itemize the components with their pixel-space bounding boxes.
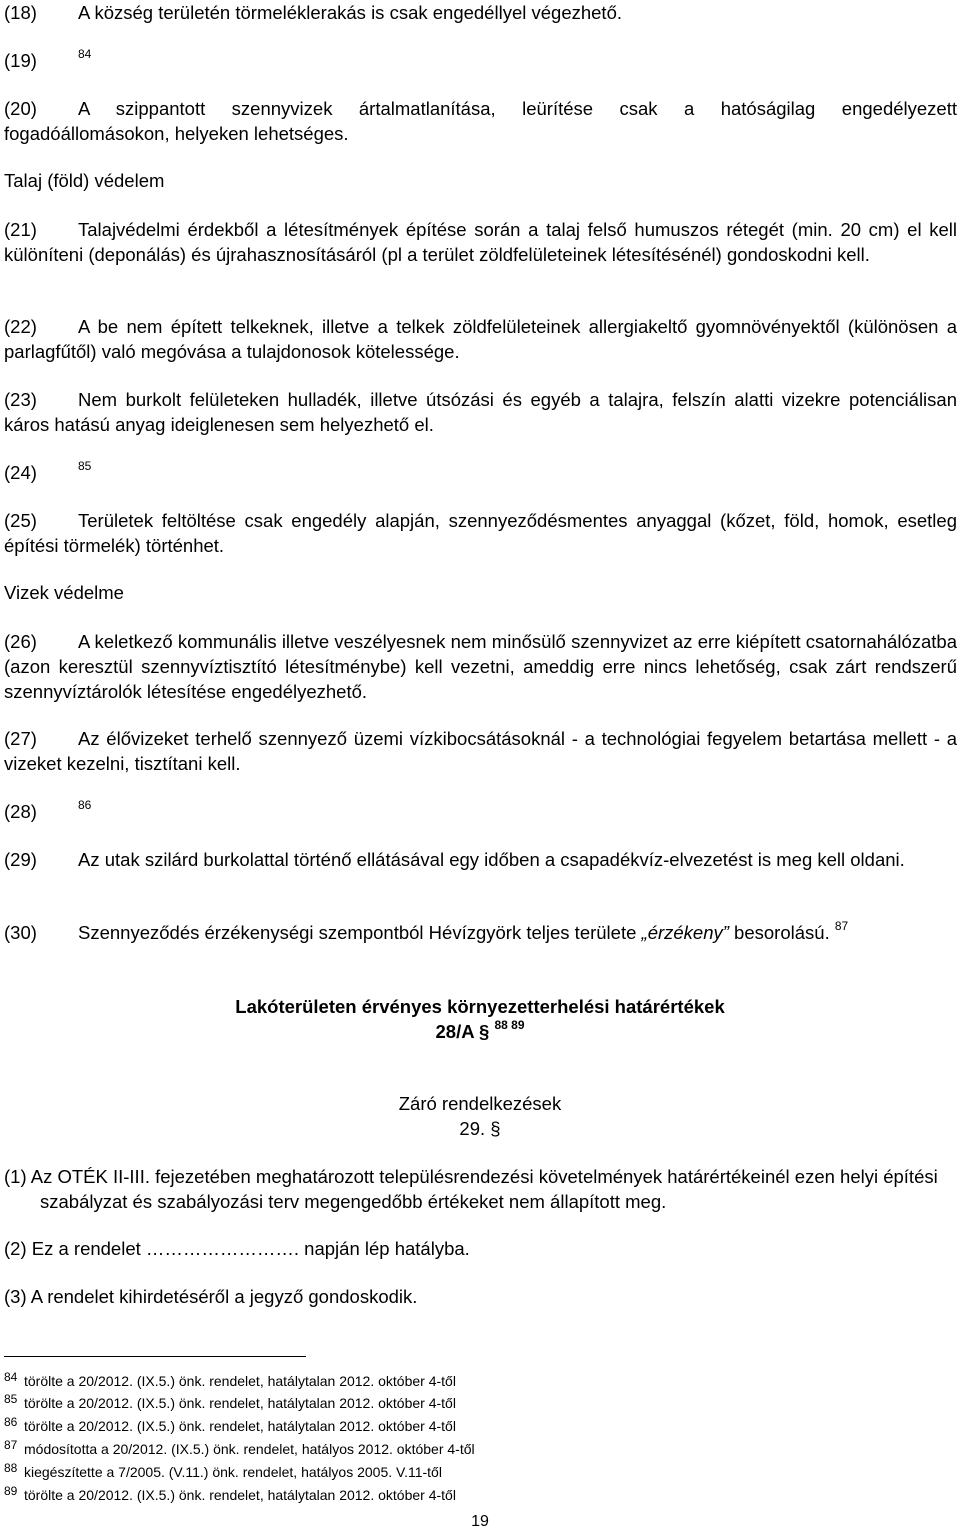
paragraph-number: (20) bbox=[4, 98, 37, 119]
paragraph-number: (19) bbox=[4, 50, 37, 71]
footnote-85 bbox=[4, 1394, 456, 1412]
paragraph-30 bbox=[4, 920, 957, 945]
paragraph-number: (21) bbox=[4, 219, 37, 240]
footnote-divider bbox=[4, 1356, 306, 1357]
paragraph-28 bbox=[4, 799, 957, 824]
footnote-text: törölte a 20/2012. (IX.5.) önk. rendelet, hatálytalan 2012. október 4-től bbox=[24, 1418, 456, 1434]
paragraph-text: Talajvédelmi érdekből a létesítmények építése során a talaj felső humuszos rétegét (min. 20 cm) el kell különíteni (deponálás) és újrahasznosításáról (pl a terület zöldfelületeinek létesítésénél) gondoskodni kell. bbox=[4, 219, 957, 265]
footnote-89 bbox=[4, 1486, 456, 1504]
paragraph-text: A be nem épített telkeknek, illetve a telkek zöldfelületeinek allergiakeltő gyomnövényektől (különösen a parlagfűtől) való megóvása a tulajdonosok kötelessége. bbox=[4, 316, 957, 362]
footnote-text: kiegészítette a 7/2005. (V.11.) önk. rendelet, hatályos 2005. V.11-től bbox=[24, 1464, 442, 1480]
paragraph-text-end: besorolású. bbox=[728, 922, 830, 943]
section-number-28a bbox=[0, 1019, 960, 1044]
footnote-ref: 88 89 bbox=[494, 1018, 525, 1032]
paragraph-23 bbox=[4, 387, 957, 437]
paragraph-text: A község területén törmeléklerakás is csak engedéllyel végezhető. bbox=[78, 2, 622, 23]
section-heading-soil: Talaj (föld) védelem bbox=[4, 170, 165, 191]
provision-1: (1) Az OTÉK II-III. fejezetében meghatározott településrendezési követelmények határértékeinél ezen helyi építési szabályzat és szabályozási terv megengedőbb értékeket nem állapított meg. bbox=[4, 1166, 938, 1212]
paragraph-text: Az élővizeket terhelő szennyező üzemi vízkibocsátásoknál - a technológiai fegyelem betartása mellett - a vizeket kezelni, tisztítani kell. bbox=[4, 728, 957, 774]
paragraph-text: Nem burkolt felületeken hulladék, illetve útsózási és egyéb a talajra, felszín alatti vizekre potenciálisan káros hatású anyag ideiglenesen sem helyezhető el. bbox=[4, 389, 957, 435]
page-number: 19 bbox=[471, 1513, 489, 1530]
footnote-ref: 87 bbox=[834, 919, 849, 933]
footnote-88 bbox=[4, 1463, 442, 1481]
paragraph-number: (18) bbox=[4, 2, 37, 23]
footnote-number: 88 bbox=[4, 1461, 18, 1475]
paragraph-19 bbox=[4, 48, 957, 73]
section-title-29: Záró rendelkezések bbox=[398, 1093, 562, 1114]
footnote-number: 87 bbox=[4, 1438, 18, 1452]
footnote-text: törölte a 20/2012. (IX.5.) önk. rendelet, hatálytalan 2012. október 4-től bbox=[24, 1373, 456, 1389]
footnote-number: 86 bbox=[4, 1415, 18, 1429]
paragraph-number: (24) bbox=[4, 462, 37, 483]
footnote-text: módosította a 20/2012. (IX.5.) önk. rendelet, hatályos 2012. október 4-től bbox=[24, 1441, 475, 1457]
paragraph-25 bbox=[4, 508, 957, 558]
footnote-text: törölte a 20/2012. (IX.5.) önk. rendelet, hatálytalan 2012. október 4-től bbox=[24, 1487, 456, 1503]
paragraph-number: (26) bbox=[4, 631, 37, 652]
footnote-ref: 85 bbox=[78, 459, 92, 473]
paragraph-number: (25) bbox=[4, 510, 37, 531]
paragraph-text: Területek feltöltése csak engedély alapján, szennyeződésmentes anyaggal (kőzet, föld, homok, esetleg építési törmelék) történhet. bbox=[4, 510, 957, 556]
section-heading-water: Vizek védelme bbox=[4, 582, 124, 603]
paragraph-text: Az utak szilárd burkolattal történő ellátásával egy időben a csapadékvíz-elvezetést is meg kell oldani. bbox=[78, 849, 905, 870]
section-title-28a: Lakóterületen érvényes környezetterhelési határértékek bbox=[235, 996, 725, 1017]
paragraph-29 bbox=[4, 847, 957, 872]
paragraph-27 bbox=[4, 726, 957, 776]
paragraph-number: (30) bbox=[4, 922, 37, 943]
paragraph-number: (29) bbox=[4, 849, 37, 870]
footnote-number: 85 bbox=[4, 1392, 18, 1406]
paragraph-text: A keletkező kommunális illetve veszélyesnek nem minősülő szennyvizet az erre kiépített csatornahálózatba (azon keresztül szennyvíztisztító létesítménybe) kell vezetni, ameddig erre nincs lehetőség, csak zárt rendszerű szennyvíztárolók létesítése engedélyezhető. bbox=[4, 631, 957, 702]
footnote-ref: 84 bbox=[78, 47, 92, 61]
footnote-number: 84 bbox=[4, 1370, 18, 1384]
footnote-87 bbox=[4, 1440, 475, 1458]
section-number: 28/A § bbox=[435, 1021, 490, 1042]
footnote-ref: 86 bbox=[78, 798, 92, 812]
footnote-84 bbox=[4, 1372, 456, 1390]
paragraph-text: A szippantott szennyvizek ártalmatlanítása, leürítése csak a hatóságilag engedélyezett fogadóállomásokon, helyeken lehetséges. bbox=[4, 98, 957, 144]
provision-2: (2) Ez a rendelet ……………………. napján lép hatályba. bbox=[4, 1238, 470, 1259]
paragraph-number: (28) bbox=[4, 801, 37, 822]
paragraph-21 bbox=[4, 217, 957, 267]
paragraph-20 bbox=[4, 96, 957, 146]
paragraph-number: (27) bbox=[4, 728, 37, 749]
paragraph-number: (22) bbox=[4, 316, 37, 337]
quoted-term: „érzékeny” bbox=[641, 922, 729, 943]
provision-3: (3) A rendelet kihirdetéséről a jegyző gondoskodik. bbox=[4, 1286, 418, 1307]
paragraph-24 bbox=[4, 460, 957, 485]
footnote-86 bbox=[4, 1417, 456, 1435]
paragraph-22 bbox=[4, 314, 957, 364]
paragraph-18 bbox=[4, 0, 957, 25]
footnote-number: 89 bbox=[4, 1484, 18, 1498]
footnote-text: törölte a 20/2012. (IX.5.) önk. rendelet, hatálytalan 2012. október 4-től bbox=[24, 1395, 456, 1411]
paragraph-26 bbox=[4, 629, 957, 704]
section-number-29: 29. § bbox=[459, 1118, 501, 1139]
paragraph-text-start: Szennyeződés érzékenységi szempontból Hévízgyörk teljes területe bbox=[78, 922, 642, 943]
paragraph-number: (23) bbox=[4, 389, 37, 410]
paragraph-text bbox=[4, 920, 957, 945]
